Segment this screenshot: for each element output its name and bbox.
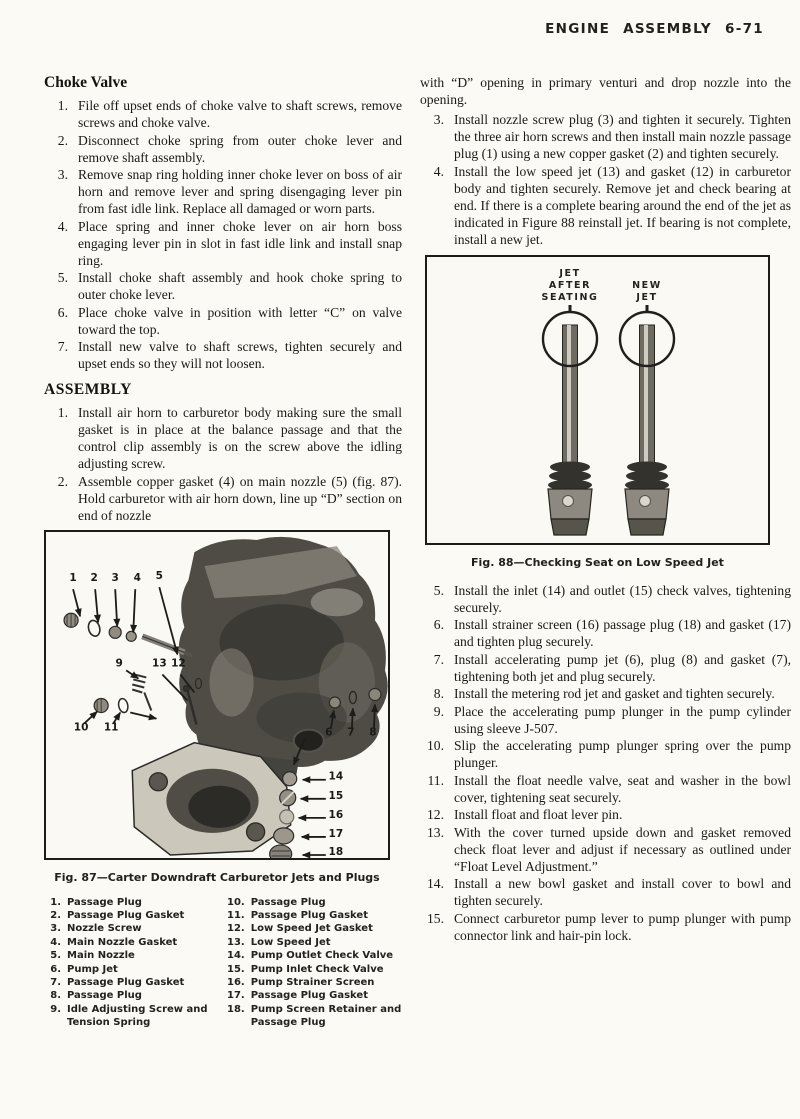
continuation-paragraph: with “D” opening in primary venturi and drop nozzle into the opening. bbox=[420, 75, 791, 107]
step bbox=[420, 703, 791, 737]
step bbox=[420, 163, 791, 248]
step bbox=[420, 824, 791, 875]
step-text: Place spring and inner choke lever on air horn boss engaging lever pin in slot in fast idle link and install snap ring. bbox=[78, 218, 402, 268]
part-label: Pump Screen Retainer and Passage Plug bbox=[250, 1003, 402, 1029]
callout-arrow bbox=[352, 708, 353, 728]
new-jet-art bbox=[620, 305, 674, 535]
step-text: Install the metering rod jet and gasket and tighten securely. bbox=[454, 686, 775, 701]
figure-88-label-right bbox=[597, 280, 697, 304]
figure-87-callout-number: 13 bbox=[152, 656, 167, 669]
step bbox=[44, 473, 402, 524]
part-item bbox=[44, 922, 227, 935]
part-item bbox=[44, 1003, 227, 1030]
part-item bbox=[227, 949, 402, 962]
figure-87-callout-number: 4 bbox=[133, 571, 141, 584]
step-text: Install a new bowl gasket and install cover to bowl and tighten securely. bbox=[454, 876, 791, 908]
step bbox=[44, 97, 402, 131]
part-number: 18. bbox=[227, 1003, 245, 1015]
part-item bbox=[44, 936, 227, 949]
parts-list bbox=[44, 896, 402, 1030]
step bbox=[420, 685, 791, 702]
step-text: Slip the accelerating pump plunger spring over the pump plunger. bbox=[454, 738, 791, 770]
part-item bbox=[44, 949, 227, 962]
step-number: 11. bbox=[427, 772, 444, 788]
part-number: 11. bbox=[227, 909, 245, 921]
part-label: Pump Inlet Check Valve bbox=[250, 963, 384, 975]
part-label: Nozzle Screw bbox=[67, 923, 142, 935]
part-number: 13. bbox=[227, 936, 245, 948]
part-number: 15. bbox=[227, 963, 245, 975]
part-number: 7. bbox=[50, 976, 61, 988]
part-number: 5. bbox=[50, 950, 61, 962]
callout-arrow bbox=[374, 704, 375, 728]
part-item bbox=[227, 909, 402, 922]
part-number: 17. bbox=[227, 990, 245, 1002]
parts-list-column-1 bbox=[44, 896, 227, 1030]
figure-88-caption: Fig. 88—Checking Seat on Low Speed Jet bbox=[471, 555, 724, 569]
jet-after-seating-art bbox=[543, 305, 597, 535]
step bbox=[44, 338, 402, 372]
step-text: Install float and float lever pin. bbox=[454, 807, 623, 822]
step bbox=[420, 737, 791, 771]
step-text: Install choke shaft assembly and hook choke spring to outer choke lever. bbox=[78, 270, 402, 302]
part-item bbox=[44, 896, 227, 909]
part-label: Passage Plug Gasket bbox=[250, 990, 368, 1002]
step-text: Assemble copper gasket (4) on main nozzle (5) (fig. 87). Hold carburetor with air horn down, line up “D” section on end of nozzle bbox=[78, 473, 402, 523]
step bbox=[420, 875, 791, 909]
figure-87 bbox=[44, 530, 390, 860]
callout-arrow bbox=[95, 589, 98, 622]
part-label: Low Speed Jet bbox=[250, 936, 331, 948]
step bbox=[420, 582, 791, 616]
step-text: File off upset ends of choke valve to shaft screws, remove screws and choke valve. bbox=[78, 98, 402, 130]
part-label: Passage Plug bbox=[67, 990, 142, 1002]
part-number: 3. bbox=[50, 923, 61, 935]
part-label: Main Nozzle bbox=[67, 950, 135, 962]
step bbox=[44, 132, 402, 166]
figure-88-label-line: JET bbox=[636, 291, 658, 303]
step-number: 12. bbox=[427, 807, 444, 822]
step-text: Install the inlet (14) and outlet (15) check valves, tightening securely. bbox=[454, 582, 791, 615]
part-label: Low Speed Jet Gasket bbox=[250, 923, 373, 935]
part-item bbox=[227, 922, 402, 935]
step-number: 1. bbox=[57, 98, 68, 113]
step-number: 13. bbox=[427, 824, 444, 840]
part-number: 12. bbox=[227, 923, 245, 935]
step-number: 10. bbox=[427, 738, 444, 753]
column-right bbox=[420, 74, 791, 944]
part-number: 16. bbox=[227, 976, 245, 988]
figure-87-callout-number: 5 bbox=[155, 569, 163, 582]
figure-87-callout-number: 8 bbox=[369, 726, 377, 739]
step-number: 3. bbox=[57, 167, 68, 182]
figure-87-callout-number: 7 bbox=[347, 726, 355, 739]
part-item bbox=[44, 909, 227, 922]
step-list-right-top bbox=[420, 111, 791, 248]
step-text: Install the float needle valve, seat and washer in the bowl cover, tightening seat securely. bbox=[454, 772, 791, 805]
figure-87-callout-number: 12 bbox=[171, 656, 186, 669]
step-number: 9. bbox=[433, 703, 444, 719]
column-left bbox=[44, 74, 402, 1030]
step-number: 7. bbox=[57, 339, 68, 354]
part-number: 10. bbox=[227, 896, 245, 908]
figure-87-illustration bbox=[46, 532, 388, 858]
part-number: 14. bbox=[227, 950, 245, 962]
step bbox=[420, 772, 791, 806]
figure-87-callout-number: 17 bbox=[328, 827, 344, 840]
step-text: Disconnect choke spring from outer choke lever and remove shaft assembly. bbox=[78, 132, 402, 165]
step-number: 4. bbox=[57, 218, 68, 234]
figure-88-label-line: JET bbox=[559, 267, 581, 279]
part-number: 2. bbox=[50, 909, 61, 921]
callout-arrow bbox=[133, 589, 135, 632]
part-item bbox=[227, 963, 402, 976]
step-text: Install new valve to shaft screws, tighten securely and upset ends so they will not loosen. bbox=[78, 339, 402, 371]
part-number: 6. bbox=[50, 963, 61, 975]
part-label: Idle Adjusting Screw and Tension Spring bbox=[67, 1003, 208, 1029]
part-label: Passage Plug bbox=[250, 896, 326, 908]
figure-87-callout-number: 6 bbox=[325, 726, 333, 739]
step-text: Place the accelerating pump plunger in the pump cylinder using sleeve J-507. bbox=[454, 703, 791, 736]
step-number: 1. bbox=[57, 405, 68, 420]
step-number: 2. bbox=[57, 473, 68, 489]
figure-87-callout-number: 16 bbox=[328, 808, 344, 821]
part-label: Passage Plug Gasket bbox=[67, 909, 185, 921]
step bbox=[44, 166, 402, 217]
step bbox=[44, 404, 402, 472]
figure-87-callout-number: 10 bbox=[73, 721, 89, 734]
step-text: Install air horn to carburetor body making sure the small gasket is in place at the balance passage and that the control clip assembly is on the screw above the idling adjusting screw. bbox=[78, 405, 402, 471]
figure-87-callout-number: 15 bbox=[328, 789, 344, 802]
step-text: Install the low speed jet (13) and gasket (12) in carburetor body and tighten securely. Remove jet and check bearing at end. If there is a complete bearing around the end of the jet as indicated in Figure 88 reinstall jet. If bearing is not complete, install a new jet. bbox=[454, 163, 791, 247]
part-label: Passage Plug bbox=[67, 896, 142, 908]
step-text: Connect carburetor pump lever to pump plunger with pump connector link and hair-pin lock. bbox=[454, 910, 791, 943]
step-number: 15. bbox=[427, 910, 444, 926]
part-item bbox=[227, 1003, 402, 1030]
step bbox=[44, 269, 402, 303]
part-item bbox=[44, 989, 227, 1002]
figure-87-callout-number: 3 bbox=[111, 571, 119, 584]
figure-87-callout-number: 9 bbox=[115, 656, 123, 669]
step-number: 8. bbox=[433, 686, 444, 701]
step bbox=[44, 218, 402, 269]
callout-arrow bbox=[130, 712, 156, 718]
part-label: Main Nozzle Gasket bbox=[67, 936, 178, 948]
part-label: Pump Jet bbox=[67, 963, 118, 975]
figure-88-label-line: NEW bbox=[632, 279, 662, 291]
figure-88-label-line: AFTER bbox=[548, 279, 592, 291]
step bbox=[44, 304, 402, 338]
step-number: 14. bbox=[427, 876, 444, 891]
step-number: 2. bbox=[57, 132, 68, 148]
step-list-choke-valve bbox=[44, 97, 402, 372]
step bbox=[420, 111, 791, 162]
step-text: Install accelerating pump jet (6), plug (8) and gasket (7), tightening both jet and plug securely. bbox=[454, 651, 791, 684]
part-label: Pump Outlet Check Valve bbox=[250, 950, 394, 962]
part-number: 4. bbox=[50, 936, 61, 948]
parts-list-column-2 bbox=[227, 896, 402, 1030]
step bbox=[420, 806, 791, 823]
part-item bbox=[227, 896, 402, 909]
step-number: 4. bbox=[433, 163, 444, 179]
section-heading-choke-valve: Choke Valve bbox=[44, 74, 128, 91]
part-item bbox=[227, 976, 402, 989]
part-number: 1. bbox=[50, 896, 61, 908]
part-number: 9. bbox=[50, 1003, 61, 1015]
step bbox=[420, 910, 791, 944]
step-number: 3. bbox=[433, 112, 444, 127]
step-list-assembly bbox=[44, 404, 402, 524]
step bbox=[420, 651, 791, 685]
step-text: Install nozzle screw plug (3) and tighten it securely. Tighten the three air horn screws and then install main nozzle passage plug (1) using a new copper gasket (2) and tighten securely. bbox=[454, 112, 791, 161]
figure-87-callout-number: 1 bbox=[69, 571, 77, 584]
step-number: 5. bbox=[57, 270, 68, 285]
part-item bbox=[227, 989, 402, 1002]
callout-arrow bbox=[115, 589, 117, 626]
page-header: ENGINE ASSEMBLY 6-71 bbox=[545, 21, 764, 37]
part-item bbox=[227, 936, 402, 949]
part-item bbox=[44, 963, 227, 976]
step-number: 6. bbox=[57, 304, 68, 320]
figure-88 bbox=[425, 255, 770, 545]
step-text: Place choke valve in position with letter “C” on valve toward the top. bbox=[78, 304, 402, 337]
part-label: Passage Plug Gasket bbox=[67, 976, 185, 988]
part-label: Pump Strainer Screen bbox=[250, 976, 375, 988]
step-number: 7. bbox=[433, 651, 444, 667]
figure-87-callout-number: 18 bbox=[328, 845, 344, 858]
step-list-right-bottom bbox=[420, 582, 791, 944]
section-heading-assembly: ASSEMBLY bbox=[44, 381, 132, 398]
step-text: Install strainer screen (16) passage plug (18) and gasket (17) and tighten plug securely. bbox=[454, 617, 791, 649]
part-label: Passage Plug Gasket bbox=[250, 909, 368, 921]
figure-87-callout-number: 14 bbox=[328, 770, 344, 783]
step-number: 5. bbox=[433, 582, 444, 598]
figure-87-callout-number: 11 bbox=[103, 721, 119, 734]
figure-87-callout-number: 2 bbox=[90, 571, 98, 584]
step-number: 6. bbox=[433, 617, 444, 632]
step-text: With the cover turned upside down and gasket removed check float lever and adjust if necessary as outlined under “Float Level Adjustment.” bbox=[454, 824, 791, 874]
part-number: 8. bbox=[50, 990, 61, 1002]
step bbox=[420, 616, 791, 650]
part-item bbox=[44, 976, 227, 989]
callout-arrow bbox=[73, 589, 80, 616]
figure-88-label-line: SEATING bbox=[541, 291, 599, 303]
figure-87-caption: Fig. 87—Carter Downdraft Carburetor Jets and Plugs bbox=[54, 870, 380, 884]
step-text: Remove snap ring holding inner choke lever on boss of air horn and remove lever and spring disengaging lever pin from fast idle link. Replace all damaged or worn parts. bbox=[78, 167, 402, 216]
